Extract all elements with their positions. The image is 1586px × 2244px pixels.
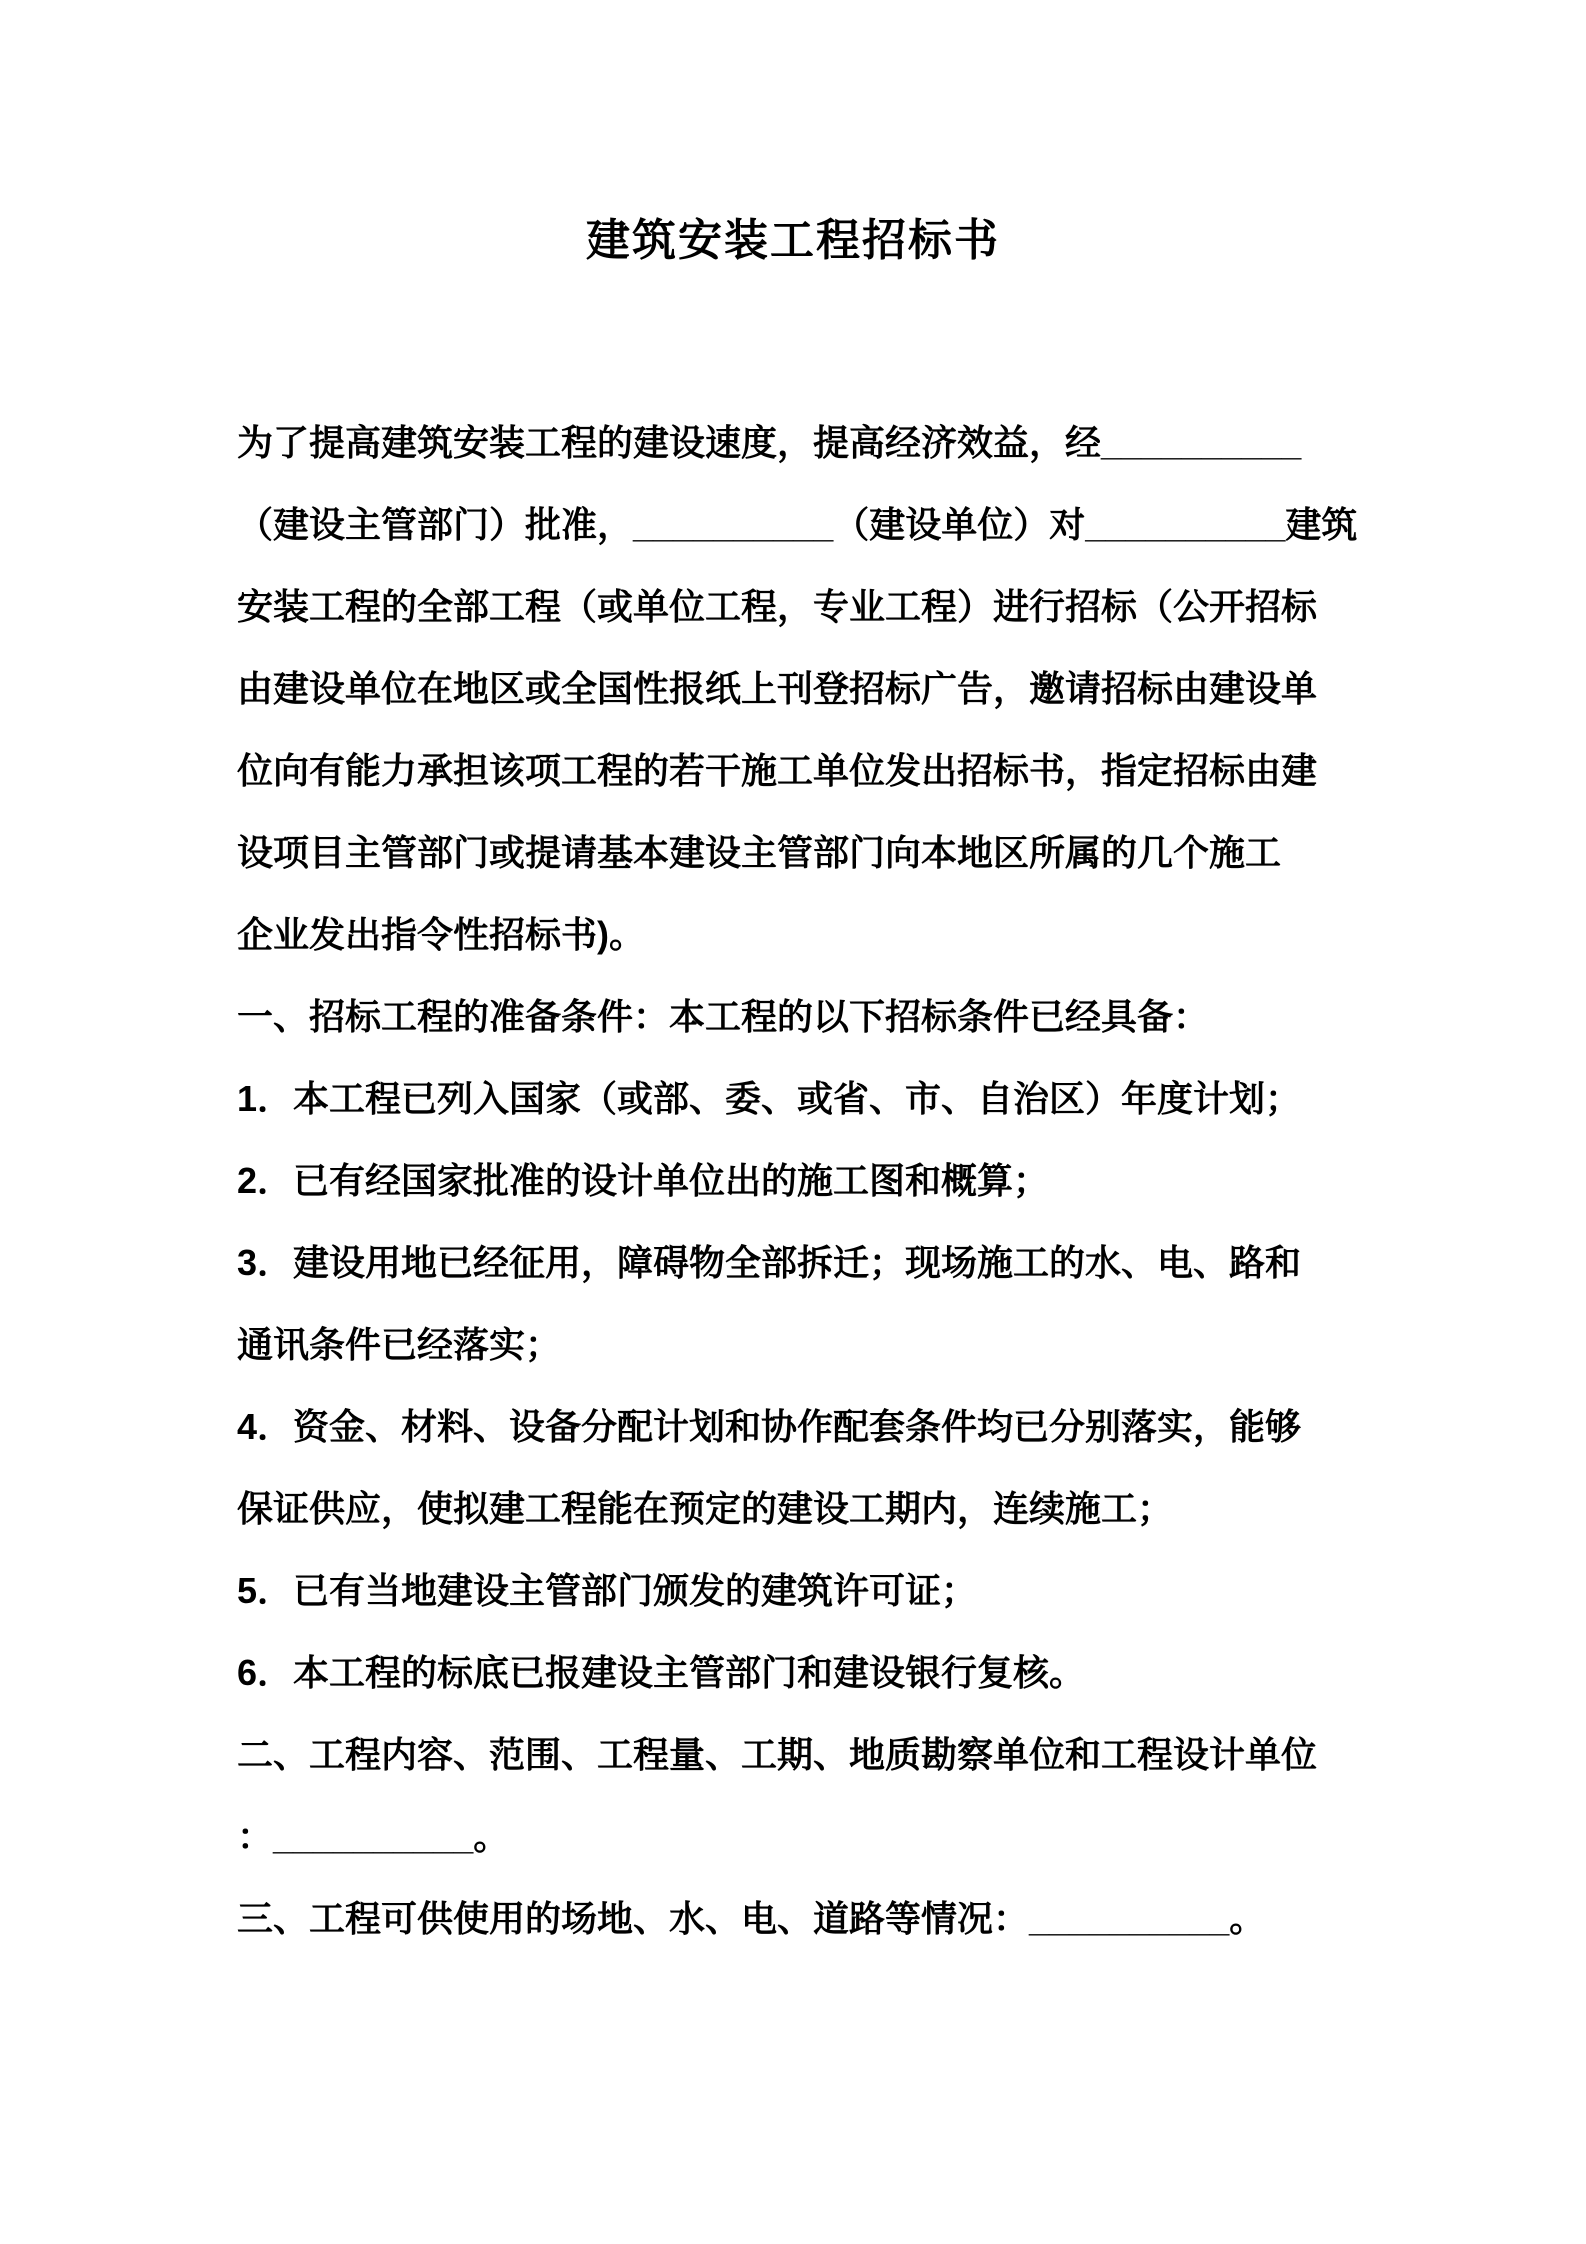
body-line: 三、工程可供使用的场地、水、电、道路等情况：__________。 — [237, 1898, 1266, 1939]
document-title: 建筑安装工程招标书 — [586, 216, 1000, 265]
document-body — [0, 402, 1586, 1960]
body-line: 保证供应，使拟建工程能在预定的建设工期内，连续施工； — [237, 1488, 1174, 1529]
body-line: 4．资金、材料、设备分配计划和协作配套条件均已分别落实，能够 — [237, 1406, 1302, 1447]
body-line: 二、工程内容、范围、工程量、工期、地质勘察单位和工程设计单位 — [237, 1734, 1318, 1775]
body-line: 由建设单位在地区或全国性报纸上刊登招标广告，邀请招标由建设单 — [237, 668, 1318, 709]
body-line: 一、招标工程的准备条件：本工程的以下招标条件已经具备： — [237, 996, 1210, 1037]
body-line: 通讯条件已经落实； — [237, 1324, 562, 1365]
body-line: 设项目主管部门或提请基本建设主管部门向本地区所属的几个施工 — [237, 832, 1282, 873]
body-line: 位向有能力承担该项工程的若干施工单位发出招标书，指定招标由建 — [237, 750, 1318, 791]
body-line: 6．本工程的标底已报建设主管部门和建设银行复核。 — [237, 1652, 1086, 1693]
body-line: 1．本工程已列入国家（或部、委、或省、市、自治区）年度计划； — [237, 1078, 1302, 1119]
body-line: （建设主管部门）批准，__________（建设单位）对__________建筑 — [237, 504, 1358, 545]
body-line: 安装工程的全部工程（或单位工程，专业工程）进行招标（公开招标 — [237, 586, 1318, 627]
body-line: 企业发出指令性招标书)。 — [237, 914, 645, 955]
body-line: 5．已有当地建设主管部门颁发的建筑许可证； — [237, 1570, 978, 1611]
body-line: 3．建设用地已经征用，障碍物全部拆迁；现场施工的水、电、路和 — [237, 1242, 1302, 1283]
body-line: 为了提高建筑安装工程的建设速度，提高经济效益，经__________ — [237, 422, 1302, 463]
body-line: 2．已有经国家批准的设计单位出的施工图和概算； — [237, 1160, 1050, 1201]
body-line: ：__________。 — [237, 1816, 510, 1857]
